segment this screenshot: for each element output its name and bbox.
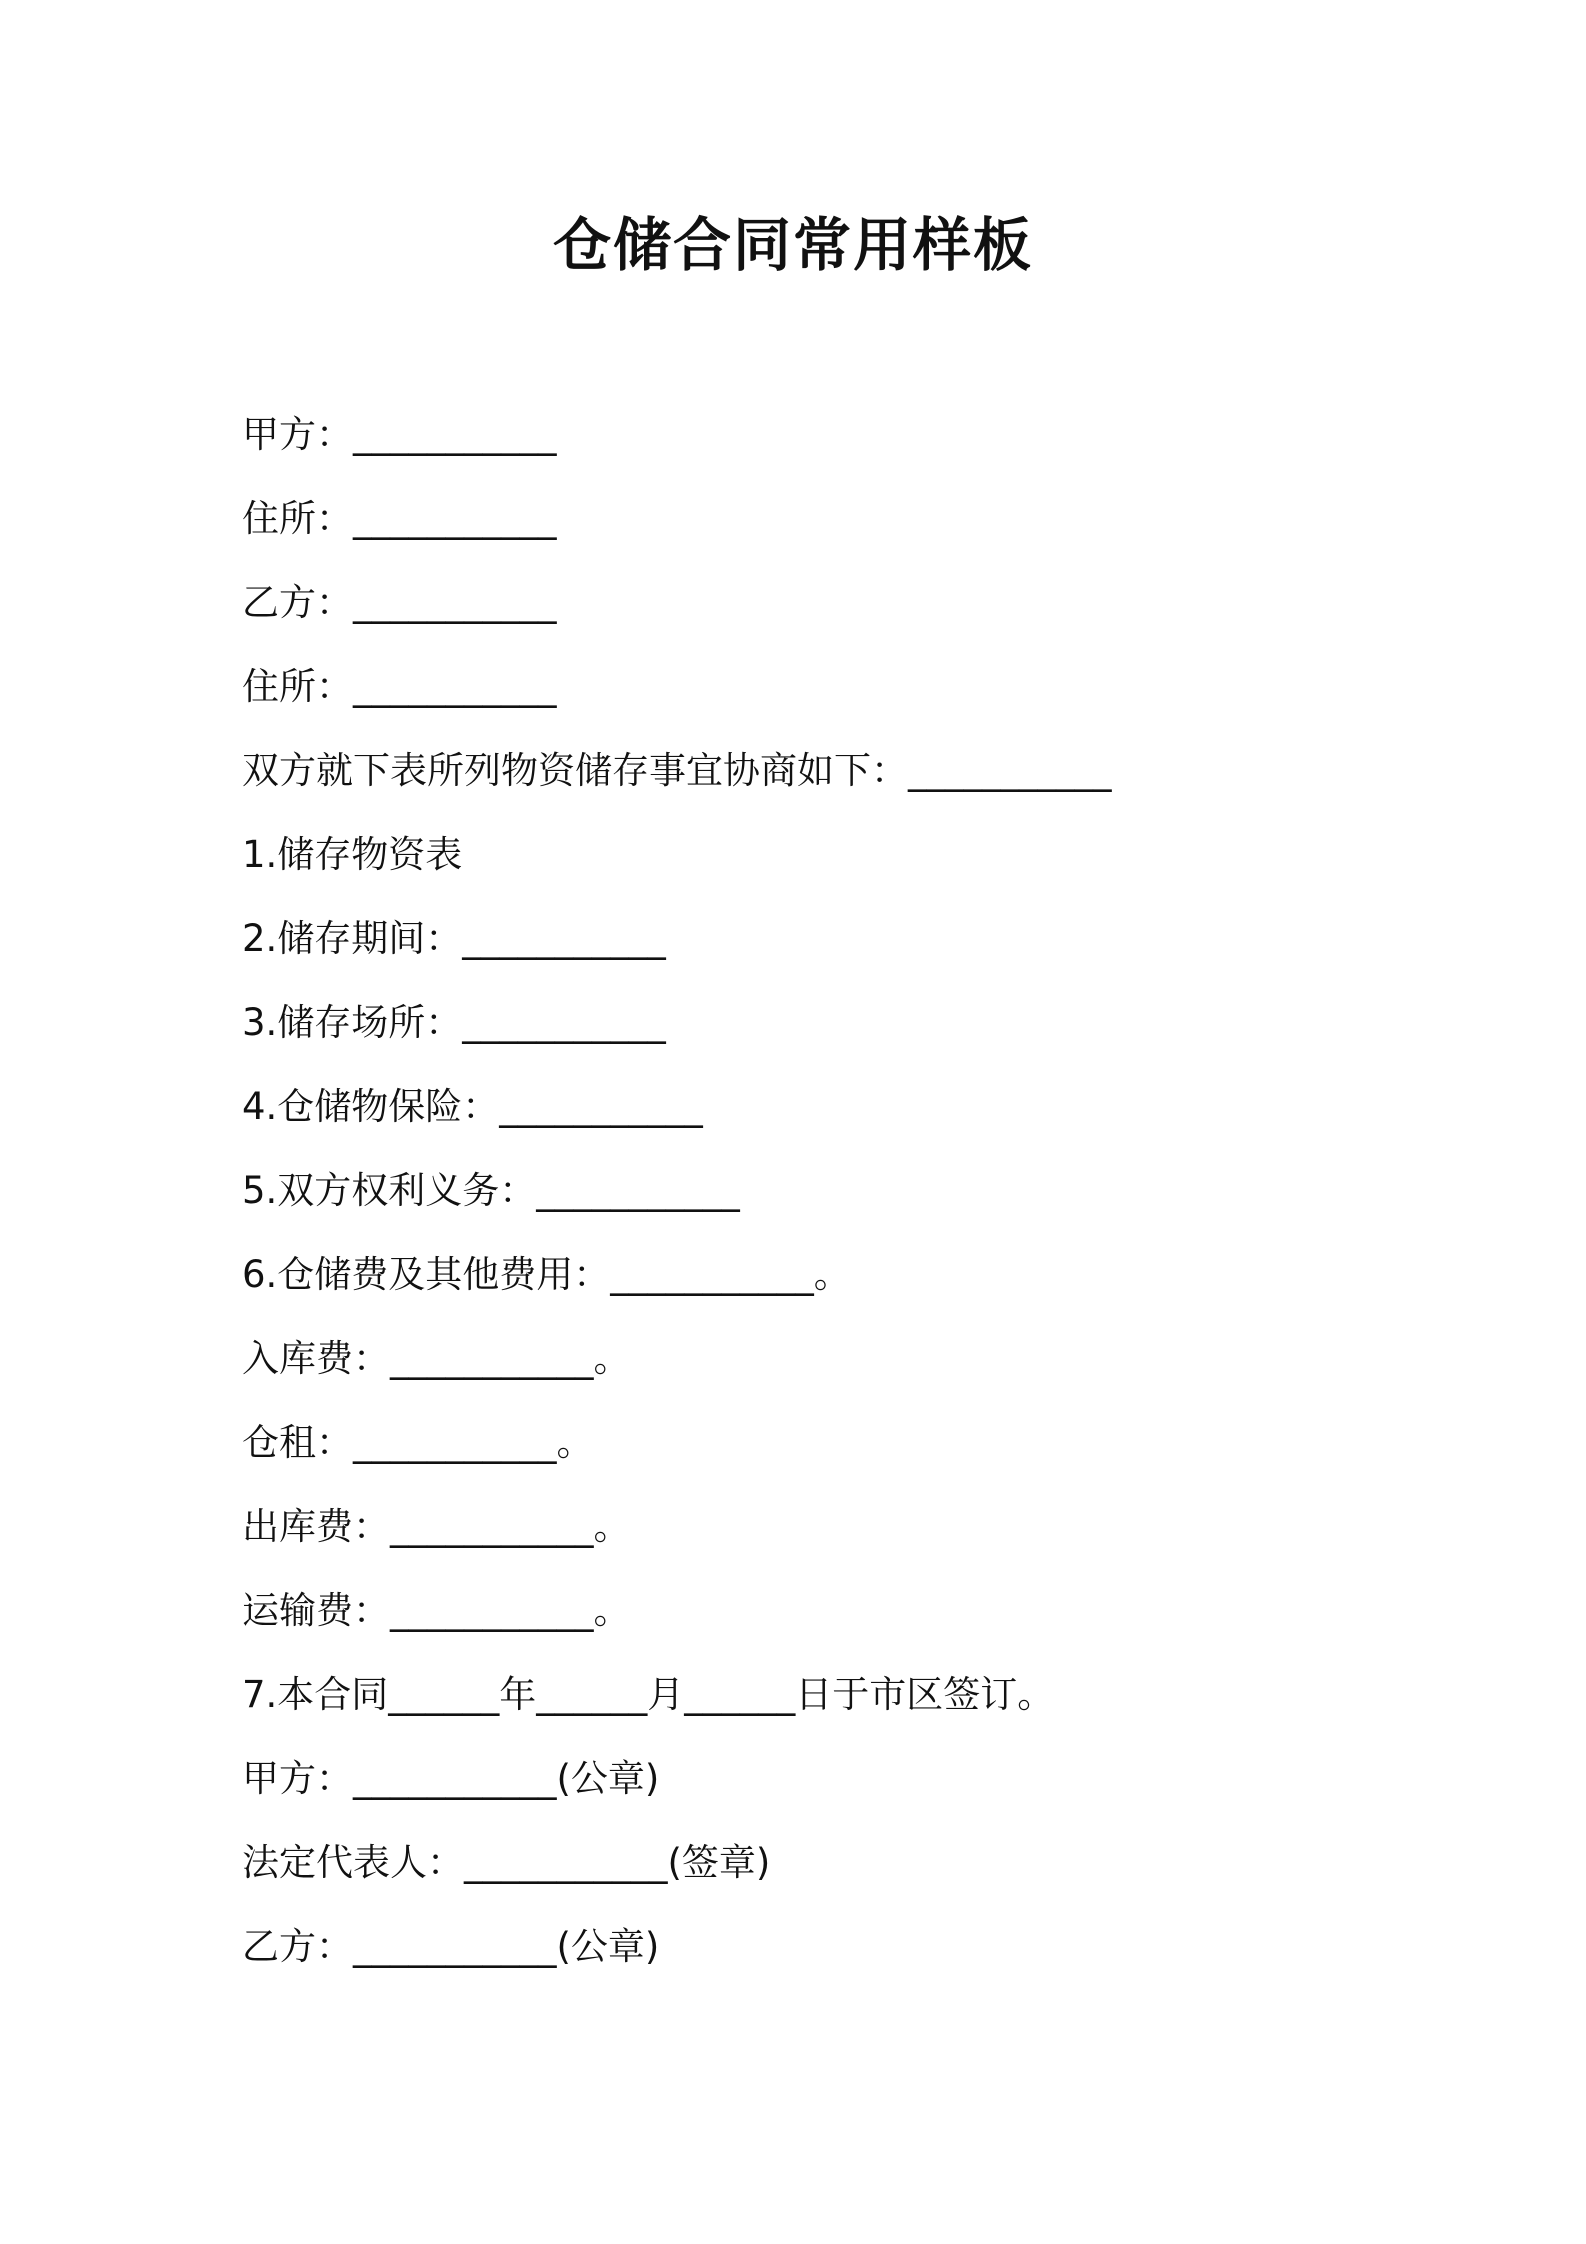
- outbound-fee-line: 出库费：___________。: [242, 1505, 631, 1548]
- clause-7-line: 7.本合同______年______月______日于市区签订。: [242, 1673, 1055, 1716]
- party-b-address-line: 住所：___________: [242, 665, 557, 708]
- party-a-seal-line: 甲方：___________(公章): [242, 1757, 660, 1800]
- agreement-intro-line: 双方就下表所列物资储存事宜协商如下：___________: [242, 749, 1112, 792]
- clause-1-line: 1.储存物资表: [242, 833, 463, 876]
- party-a-address-line: 住所：___________: [242, 497, 557, 540]
- party-b-line: 乙方：___________: [242, 581, 557, 624]
- party-a-line: 甲方：___________: [242, 413, 557, 456]
- transport-fee-line: 运输费：___________。: [242, 1589, 631, 1632]
- legal-representative-line: 法定代表人：___________(签章): [242, 1841, 771, 1884]
- clause-5-line: 5.双方权利义务：___________: [242, 1169, 740, 1212]
- clause-3-line: 3.储存场所：___________: [242, 1001, 666, 1044]
- document-title: 仓储合同常用样板: [552, 211, 1033, 279]
- storage-rent-line: 仓租：___________。: [242, 1421, 594, 1464]
- party-b-seal-line: 乙方：___________(公章): [242, 1925, 660, 1968]
- clause-6-line: 6.仓储费及其他费用：___________。: [242, 1253, 851, 1296]
- inbound-fee-line: 入库费：___________。: [242, 1337, 631, 1380]
- clause-2-line: 2.储存期间：___________: [242, 917, 666, 960]
- document-body: [242, 405, 1442, 2001]
- clause-4-line: 4.仓储物保险：___________: [242, 1085, 703, 1128]
